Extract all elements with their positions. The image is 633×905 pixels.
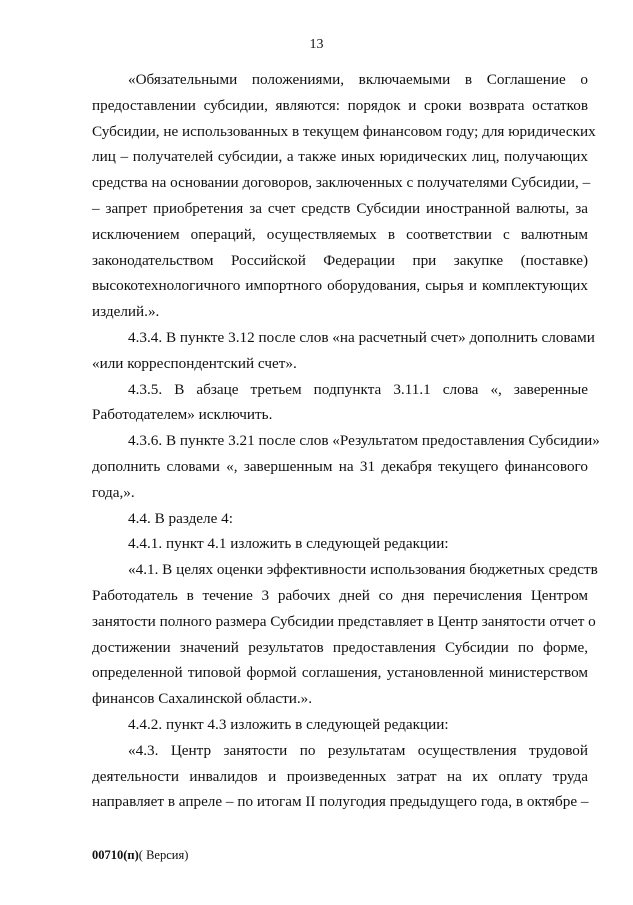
paragraph-line: финансов Сахалинской области.». — [92, 690, 313, 708]
paragraph-line: Работодатель в течение 3 рабочих дней со дня перечисления Центром — [92, 586, 588, 604]
paragraph-line: лиц – получателей субсидии, а также иных юридических лиц, получающих — [92, 148, 588, 166]
page-number: 13 — [309, 37, 324, 52]
document-footer — [92, 848, 188, 863]
paragraph-line: «Обязательными положениями, включаемыми в Соглашение о — [128, 71, 588, 88]
paragraph-line: – запрет приобретения за счет средств Субсидии иностранной валюты, за — [92, 199, 588, 217]
paragraph-line: исключением операций, осуществляемых в соответствии с валютным — [92, 225, 588, 243]
paragraph-line: изделий.». — [92, 303, 160, 321]
paragraph — [92, 325, 595, 377]
paragraph-line: «4.1. В целях оценки эффективности использования бюджетных средств — [128, 561, 598, 579]
paragraph-line: деятельности инвалидов и произведенных затрат на их оплату труда — [92, 767, 588, 785]
paragraph-line: 4.3.6. В пункте 3.21 после слов «Результатом предоставления Субсидии» — [128, 432, 600, 450]
paragraph — [92, 557, 598, 712]
paragraph-line: «4.3. Центр занятости по результатам осуществления трудовой — [128, 741, 588, 759]
paragraph — [92, 531, 588, 557]
paragraph-line: направляет в апреле – по итогам II полугодия предыдущего года, в октябре – — [92, 793, 589, 811]
paragraph-line: 4.4.2. пункт 4.3 изложить в следующей редакции: — [128, 715, 449, 733]
document-body — [92, 67, 600, 815]
paragraph — [92, 67, 596, 325]
paragraph-line: средства на основании договоров, заключенных с получателями Субсидии, – — [92, 174, 591, 192]
document-code: 00710(п) — [92, 848, 139, 862]
paragraph-line: определенной типовой формой соглашения, установленной министерством — [92, 664, 588, 682]
paragraph-line: Субсидии, не использованных в текущем финансовом году; для юридических — [92, 122, 596, 140]
paragraph-line: высокотехнологичного импортного оборудования, сырья и комплектующих — [92, 277, 588, 295]
paragraph — [92, 428, 600, 505]
paragraph — [92, 738, 588, 815]
paragraph-line: 4.3.4. В пункте 3.12 после слов «на расчетный счет» дополнить словами — [128, 328, 595, 346]
paragraph-line: достижении значений результатов предоставления Субсидии по форме, — [92, 638, 588, 656]
paragraph — [92, 377, 588, 429]
paragraph-line: дополнить словами «, завершенным на 31 декабря текущего финансового — [92, 457, 588, 475]
paragraph-line: года,». — [92, 483, 135, 501]
paragraph-line: предоставлении субсидии, являются: порядок и сроки возврата остатков — [92, 96, 588, 114]
document-version-label: ( Версия) — [138, 848, 189, 862]
paragraph — [92, 712, 588, 738]
paragraph-line: 4.4. В разделе 4: — [128, 509, 233, 527]
paragraph-line: законодательством Российской Федерации при закупке (поставке) — [92, 251, 588, 269]
paragraph-line: «или корреспондентский счет». — [92, 354, 297, 372]
paragraph-line: 4.3.5. В абзаце третьем подпункта 3.11.1 слова «, заверенные — [128, 380, 588, 398]
paragraph-line: занятости полного размера Субсидии представляет в Центр занятости отчет о — [92, 612, 596, 630]
paragraph-line: 4.4.1. пункт 4.1 изложить в следующей редакции: — [128, 535, 449, 553]
paragraph-line: Работодателем» исключить. — [92, 406, 273, 424]
paragraph — [92, 506, 588, 532]
